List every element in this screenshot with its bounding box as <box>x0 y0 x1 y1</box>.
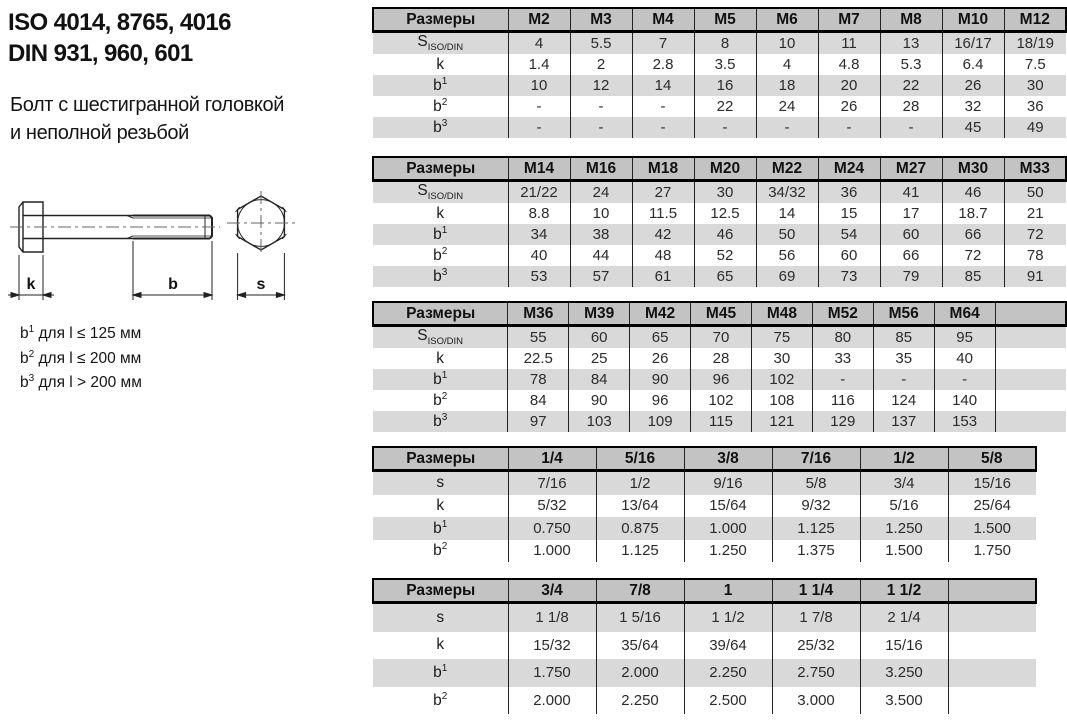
value-cell: 109 <box>630 411 691 432</box>
value-cell: 103 <box>569 411 630 432</box>
row-label: $b^1$ <box>373 369 508 390</box>
value-cell: 1.750 <box>508 659 596 687</box>
row-label: $b^1$ <box>373 224 508 245</box>
row-label: $b^3$ <box>373 117 508 138</box>
value-cell: 1 5/16 <box>596 603 684 632</box>
table-row <box>373 687 1036 715</box>
value-cell: 57 <box>570 266 632 287</box>
dimension-table-inch-large <box>372 578 1037 714</box>
size-column-header: M12 <box>1004 8 1066 32</box>
row-label: s <box>373 603 508 632</box>
value-cell: 30 <box>751 348 812 369</box>
value-cell: 78 <box>1004 245 1066 266</box>
value-cell: 2.750 <box>772 659 860 687</box>
value-cell: 1.750 <box>948 540 1036 563</box>
value-cell: 78 <box>508 369 569 390</box>
value-cell: 79 <box>880 266 942 287</box>
value-cell: 21 <box>1004 203 1066 224</box>
subtitle-line1: Болт с шестигранной головкой <box>10 94 284 116</box>
value-cell: - <box>508 96 570 117</box>
value-cell: 40 <box>508 245 570 266</box>
table-row <box>373 224 1066 245</box>
value-cell: 96 <box>691 369 752 390</box>
value-cell: 3/4 <box>860 471 948 495</box>
value-cell: 10 <box>756 32 818 55</box>
size-column-header: M64 <box>934 302 995 326</box>
size-column-header: M4 <box>632 8 694 32</box>
value-cell: 2.000 <box>596 659 684 687</box>
value-cell: 48 <box>632 245 694 266</box>
table-row <box>373 390 1066 411</box>
table-row <box>373 517 1036 540</box>
value-cell: 1 1/8 <box>508 603 596 632</box>
value-cell: - <box>570 96 632 117</box>
value-cell: 84 <box>569 369 630 390</box>
size-column-header: 1 <box>684 579 772 603</box>
value-cell: 28 <box>691 348 752 369</box>
value-cell: 72 <box>1004 224 1066 245</box>
row-label: k <box>436 55 445 73</box>
value-cell: 21/22 <box>508 181 570 204</box>
value-cell: 5.3 <box>880 54 942 75</box>
value-cell: 39/64 <box>684 632 772 660</box>
row-label: $b^1$ <box>373 659 508 687</box>
value-cell: 34/32 <box>756 181 818 204</box>
value-cell: 14 <box>756 203 818 224</box>
value-cell: 97 <box>508 411 569 432</box>
row-label: $b^2$ <box>433 390 448 410</box>
value-cell: 1.250 <box>860 517 948 540</box>
row-label-column-header: Размеры <box>373 8 508 32</box>
value-cell: 102 <box>751 369 812 390</box>
table-row <box>373 32 1066 55</box>
value-cell: 41 <box>880 181 942 204</box>
value-cell: 1.500 <box>860 540 948 563</box>
value-cell: 6.4 <box>942 54 1004 75</box>
value-cell: 1 7/8 <box>772 603 860 632</box>
value-cell: 4.8 <box>818 54 880 75</box>
value-cell: 16 <box>694 75 756 96</box>
value-cell: 153 <box>934 411 995 432</box>
value-cell: 9/32 <box>772 495 860 518</box>
row-label-column-header: Размеры <box>373 302 508 326</box>
size-column-header: 7/16 <box>772 447 860 471</box>
value-cell: 1 1/2 <box>684 603 772 632</box>
row-label: $b^3$ <box>373 266 508 287</box>
table-row <box>373 348 1066 369</box>
row-label: $b^3$ <box>373 411 508 432</box>
value-cell: - <box>632 117 694 138</box>
size-column-header: M20 <box>694 157 756 181</box>
value-cell: 11.5 <box>632 203 694 224</box>
value-cell: 108 <box>751 390 812 411</box>
size-column-header: M10 <box>942 8 1004 32</box>
value-cell: 2.250 <box>596 687 684 715</box>
value-cell: 85 <box>942 266 1004 287</box>
value-cell: - <box>694 117 756 138</box>
size-column-header: 1 1/4 <box>772 579 860 603</box>
value-cell: 54 <box>818 224 880 245</box>
value-cell: 15/32 <box>508 632 596 660</box>
table-row <box>373 96 1066 117</box>
dimension-table-metric-m14-m33 <box>372 156 1067 287</box>
row-label: $b^1$ <box>373 75 508 96</box>
row-label: $b^2$ <box>433 690 448 709</box>
size-column-header: M52 <box>812 302 873 326</box>
value-cell: 96 <box>630 390 691 411</box>
value-cell: 7.5 <box>1004 54 1066 75</box>
size-column-header <box>995 302 1066 326</box>
value-cell: 25/32 <box>772 632 860 660</box>
page-title-iso: ISO 4014, 8765, 4016 <box>8 9 231 36</box>
value-cell: - <box>880 117 942 138</box>
value-cell: 28 <box>880 96 942 117</box>
value-cell: 30 <box>694 181 756 204</box>
value-cell: 55 <box>508 326 569 349</box>
value-cell: 24 <box>756 96 818 117</box>
value-cell: 14 <box>632 75 694 96</box>
size-column-header: 1 1/2 <box>860 579 948 603</box>
value-cell: 36 <box>1004 96 1066 117</box>
value-cell: 115 <box>691 411 752 432</box>
value-cell: 1.000 <box>684 517 772 540</box>
size-column-header: M24 <box>818 157 880 181</box>
value-cell: 38 <box>570 224 632 245</box>
size-column-header: 3/8 <box>684 447 772 471</box>
bolt-technical-drawing <box>8 185 308 320</box>
row-label: $S_{ISO/DIN}$ <box>373 181 508 204</box>
row-label: k <box>436 349 445 367</box>
value-cell <box>995 390 1066 411</box>
value-cell: 5/16 <box>860 495 948 518</box>
value-cell: 66 <box>880 245 942 266</box>
size-column-header: 7/8 <box>596 579 684 603</box>
table-row <box>373 181 1066 204</box>
value-cell: 80 <box>812 326 873 349</box>
value-cell: 42 <box>632 224 694 245</box>
table-row <box>373 540 1036 563</box>
table-row <box>373 54 1066 75</box>
value-cell: 124 <box>873 390 934 411</box>
value-cell: 18 <box>756 75 818 96</box>
value-cell: 46 <box>942 181 1004 204</box>
value-cell: 60 <box>818 245 880 266</box>
value-cell: 22 <box>880 75 942 96</box>
value-cell: 61 <box>632 266 694 287</box>
bolt-end-view <box>227 191 295 255</box>
size-column-header: M2 <box>508 8 570 32</box>
size-column-header: 3/4 <box>508 579 596 603</box>
value-cell: 121 <box>751 411 812 432</box>
value-cell: 15/64 <box>684 495 772 518</box>
size-column-header: M36 <box>508 302 569 326</box>
value-cell: - <box>508 117 570 138</box>
value-cell: 2.8 <box>632 54 694 75</box>
value-cell: 60 <box>569 326 630 349</box>
size-column-header: M30 <box>942 157 1004 181</box>
table-row <box>373 266 1066 287</box>
value-cell: 1.500 <box>948 517 1036 540</box>
value-cell: 33 <box>812 348 873 369</box>
value-cell: 30 <box>1004 75 1066 96</box>
value-cell: 10 <box>508 75 570 96</box>
value-cell: 27 <box>632 181 694 204</box>
size-column-header: M6 <box>756 8 818 32</box>
value-cell: 66 <box>942 224 1004 245</box>
value-cell: 3.5 <box>694 54 756 75</box>
value-cell: 137 <box>873 411 934 432</box>
value-cell: 15/16 <box>948 471 1036 495</box>
table-row <box>373 495 1036 518</box>
row-label: $b^2$ <box>433 245 448 265</box>
value-cell: 18/19 <box>1004 32 1066 55</box>
value-cell: 85 <box>873 326 934 349</box>
value-cell: 13/64 <box>596 495 684 518</box>
value-cell: 22.5 <box>508 348 569 369</box>
size-column-header: M45 <box>691 302 752 326</box>
value-cell: 73 <box>818 266 880 287</box>
row-label: $b^1$ <box>373 517 508 540</box>
value-cell: 1.375 <box>772 540 860 563</box>
value-cell: - <box>818 117 880 138</box>
size-column-header: 5/8 <box>948 447 1036 471</box>
value-cell: 16/17 <box>942 32 1004 55</box>
table-row <box>373 603 1036 632</box>
value-cell: 46 <box>694 224 756 245</box>
size-column-header: 1/4 <box>508 447 596 471</box>
value-cell: - <box>570 117 632 138</box>
value-cell: 102 <box>691 390 752 411</box>
value-cell: 1.125 <box>596 540 684 563</box>
table-row <box>373 471 1036 495</box>
value-cell: 26 <box>818 96 880 117</box>
value-cell: 11 <box>818 32 880 55</box>
value-cell <box>995 326 1066 349</box>
value-cell: 8 <box>694 32 756 55</box>
value-cell: 22 <box>694 96 756 117</box>
value-cell: 1.250 <box>684 540 772 563</box>
size-column-header: M42 <box>630 302 691 326</box>
value-cell: 18.7 <box>942 203 1004 224</box>
value-cell: 36 <box>818 181 880 204</box>
value-cell: 3.500 <box>860 687 948 715</box>
value-cell: 2.250 <box>684 659 772 687</box>
table-row <box>373 369 1066 390</box>
value-cell: 20 <box>818 75 880 96</box>
row-label: $b^2$ <box>433 541 448 560</box>
size-column-header: 5/16 <box>596 447 684 471</box>
size-column-header: M39 <box>569 302 630 326</box>
table-row <box>373 75 1066 96</box>
value-cell: 50 <box>1004 181 1066 204</box>
value-cell: 140 <box>934 390 995 411</box>
footnote: $b^1$ для l ≤ 125 мм <box>20 324 142 343</box>
table-row <box>373 659 1036 687</box>
table-row <box>373 245 1066 266</box>
value-cell: 2 <box>570 54 632 75</box>
value-cell: 5/8 <box>772 471 860 495</box>
dimension-b-label: b <box>168 276 178 293</box>
value-cell: 72 <box>942 245 1004 266</box>
size-column-header: M3 <box>570 8 632 32</box>
footnote: $b^2$ для l ≤ 200 мм <box>20 348 142 367</box>
value-cell <box>948 632 1036 660</box>
value-cell: 56 <box>756 245 818 266</box>
value-cell: 40 <box>934 348 995 369</box>
value-cell: - <box>756 117 818 138</box>
value-cell: 65 <box>630 326 691 349</box>
value-cell: 10 <box>570 203 632 224</box>
value-cell: 2.000 <box>508 687 596 715</box>
value-cell: - <box>873 369 934 390</box>
value-cell: 45 <box>942 117 1004 138</box>
value-cell <box>995 369 1066 390</box>
value-cell: 15 <box>818 203 880 224</box>
size-column-header: M8 <box>880 8 942 32</box>
value-cell: 2 1/4 <box>860 603 948 632</box>
size-column-header: M33 <box>1004 157 1066 181</box>
row-label: s <box>373 471 508 495</box>
value-cell: 35/64 <box>596 632 684 660</box>
size-column-header: M7 <box>818 8 880 32</box>
value-cell: 50 <box>756 224 818 245</box>
value-cell: 3.250 <box>860 659 948 687</box>
value-cell: 9/16 <box>684 471 772 495</box>
size-column-header: M5 <box>694 8 756 32</box>
value-cell: 91 <box>1004 266 1066 287</box>
size-column-header: 1/2 <box>860 447 948 471</box>
value-cell: 5/32 <box>508 495 596 518</box>
value-cell: 0.875 <box>596 517 684 540</box>
size-column-header: M56 <box>873 302 934 326</box>
value-cell: 12.5 <box>694 203 756 224</box>
value-cell: 60 <box>880 224 942 245</box>
row-label: $S_{ISO/DIN}$ <box>373 32 508 55</box>
value-cell: 5.5 <box>570 32 632 55</box>
footnotes <box>20 320 142 394</box>
row-label: $b^2$ <box>433 96 448 116</box>
value-cell: 26 <box>942 75 1004 96</box>
value-cell: 75 <box>751 326 812 349</box>
value-cell <box>948 603 1036 632</box>
value-cell: 34 <box>508 224 570 245</box>
value-cell: 2.500 <box>684 687 772 715</box>
size-column-header <box>948 579 1036 603</box>
value-cell: 3.000 <box>772 687 860 715</box>
value-cell: 25/64 <box>948 495 1036 518</box>
value-cell <box>995 348 1066 369</box>
footnote: $b^3$ для l > 200 мм <box>20 373 142 392</box>
table-row <box>373 203 1066 224</box>
table-row <box>373 411 1066 432</box>
row-label-column-header: Размеры <box>373 579 508 603</box>
value-cell: 90 <box>630 369 691 390</box>
value-cell: 25 <box>569 348 630 369</box>
value-cell: 1.000 <box>508 540 596 563</box>
value-cell: 4 <box>508 32 570 55</box>
value-cell: 13 <box>880 32 942 55</box>
row-label: k <box>436 496 445 514</box>
page-title-din: DIN 931, 960, 601 <box>8 40 193 67</box>
value-cell: 12 <box>570 75 632 96</box>
value-cell: 53 <box>508 266 570 287</box>
row-label: k <box>436 204 445 222</box>
size-column-header: M18 <box>632 157 694 181</box>
value-cell: 95 <box>934 326 995 349</box>
value-cell: 69 <box>756 266 818 287</box>
row-label: k <box>436 636 445 654</box>
value-cell: 15/16 <box>860 632 948 660</box>
value-cell <box>948 687 1036 715</box>
value-cell: 8.8 <box>508 203 570 224</box>
row-label: $S_{ISO/DIN}$ <box>373 326 508 349</box>
value-cell <box>948 659 1036 687</box>
bolt-side-view <box>10 202 220 252</box>
value-cell: 84 <box>508 390 569 411</box>
value-cell: 7/16 <box>508 471 596 495</box>
value-cell: 1.125 <box>772 517 860 540</box>
value-cell: 1.4 <box>508 54 570 75</box>
row-label-column-header: Размеры <box>373 157 508 181</box>
size-column-header: M22 <box>756 157 818 181</box>
value-cell <box>995 411 1066 432</box>
value-cell: 35 <box>873 348 934 369</box>
value-cell: 26 <box>630 348 691 369</box>
table-row <box>373 326 1066 349</box>
value-cell: 116 <box>812 390 873 411</box>
value-cell: 1/2 <box>596 471 684 495</box>
value-cell: 4 <box>756 54 818 75</box>
value-cell: 17 <box>880 203 942 224</box>
value-cell: 129 <box>812 411 873 432</box>
value-cell: 65 <box>694 266 756 287</box>
value-cell: - <box>812 369 873 390</box>
subtitle-line2: и неполной резьбой <box>10 122 189 144</box>
value-cell: 49 <box>1004 117 1066 138</box>
size-column-header: M27 <box>880 157 942 181</box>
dimension-table-metric-m2-m12 <box>372 7 1067 138</box>
value-cell: 0.750 <box>508 517 596 540</box>
size-column-header: M16 <box>570 157 632 181</box>
size-column-header: M14 <box>508 157 570 181</box>
dimension-table-metric-m36-m64 <box>372 301 1067 432</box>
value-cell: 52 <box>694 245 756 266</box>
value-cell: 70 <box>691 326 752 349</box>
dimension-s-label: s <box>256 276 266 293</box>
value-cell: 32 <box>942 96 1004 117</box>
size-column-header: M48 <box>751 302 812 326</box>
value-cell: 7 <box>632 32 694 55</box>
dimension-k-label: k <box>26 276 36 293</box>
row-label-column-header: Размеры <box>373 447 508 471</box>
value-cell: - <box>632 96 694 117</box>
table-row <box>373 117 1066 138</box>
value-cell: 24 <box>570 181 632 204</box>
dimension-table-inch-small <box>372 446 1037 562</box>
value-cell: 90 <box>569 390 630 411</box>
value-cell: - <box>934 369 995 390</box>
value-cell: 44 <box>570 245 632 266</box>
table-row <box>373 632 1036 660</box>
